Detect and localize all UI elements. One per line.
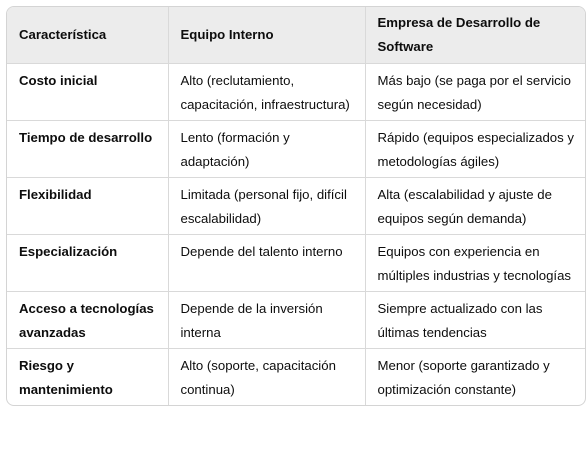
row-feature: Flexibilidad <box>7 178 168 235</box>
row-feature: Costo inicial <box>7 64 168 121</box>
table-header <box>7 7 585 64</box>
row-company: Equipos con experiencia en múltiples industrias y tecnologías <box>365 235 585 292</box>
header-feature: Característica <box>7 7 168 64</box>
table-row <box>7 292 585 349</box>
row-internal: Alto (reclutamiento, capacitación, infraestructura) <box>168 64 365 121</box>
row-internal: Limitada (personal fijo, difícil escalabilidad) <box>168 178 365 235</box>
table-row <box>7 349 585 406</box>
table-row <box>7 235 585 292</box>
header-software-company: Empresa de Desarrollo de Software <box>365 7 585 64</box>
row-internal: Depende de la inversión interna <box>168 292 365 349</box>
row-feature: Tiempo de desarrollo <box>7 121 168 178</box>
table-row <box>7 178 585 235</box>
comparison-table-container <box>6 6 586 406</box>
table-row <box>7 121 585 178</box>
row-feature: Acceso a tecnologías avanzadas <box>7 292 168 349</box>
row-internal: Depende del talento interno <box>168 235 365 292</box>
header-internal-team: Equipo Interno <box>168 7 365 64</box>
table-row <box>7 64 585 121</box>
row-feature: Especialización <box>7 235 168 292</box>
row-internal: Alto (soporte, capacitación continua) <box>168 349 365 406</box>
row-company: Menor (soporte garantizado y optimización constante) <box>377 358 550 397</box>
row-company: Siempre actualizado con las últimas tendencias <box>365 292 585 349</box>
row-company: Alta (escalabilidad y ajuste de equipos según demanda) <box>365 178 585 235</box>
row-company: Más bajo (se paga por el servicio según necesidad) <box>365 64 585 121</box>
comparison-table <box>7 7 585 405</box>
row-feature: Riesgo y mantenimiento <box>7 349 168 406</box>
row-company: Rápido (equipos especializados y metodologías ágiles) <box>365 121 585 178</box>
header-row <box>7 7 585 64</box>
row-internal: Lento (formación y adaptación) <box>168 121 365 178</box>
table-body <box>7 64 585 406</box>
